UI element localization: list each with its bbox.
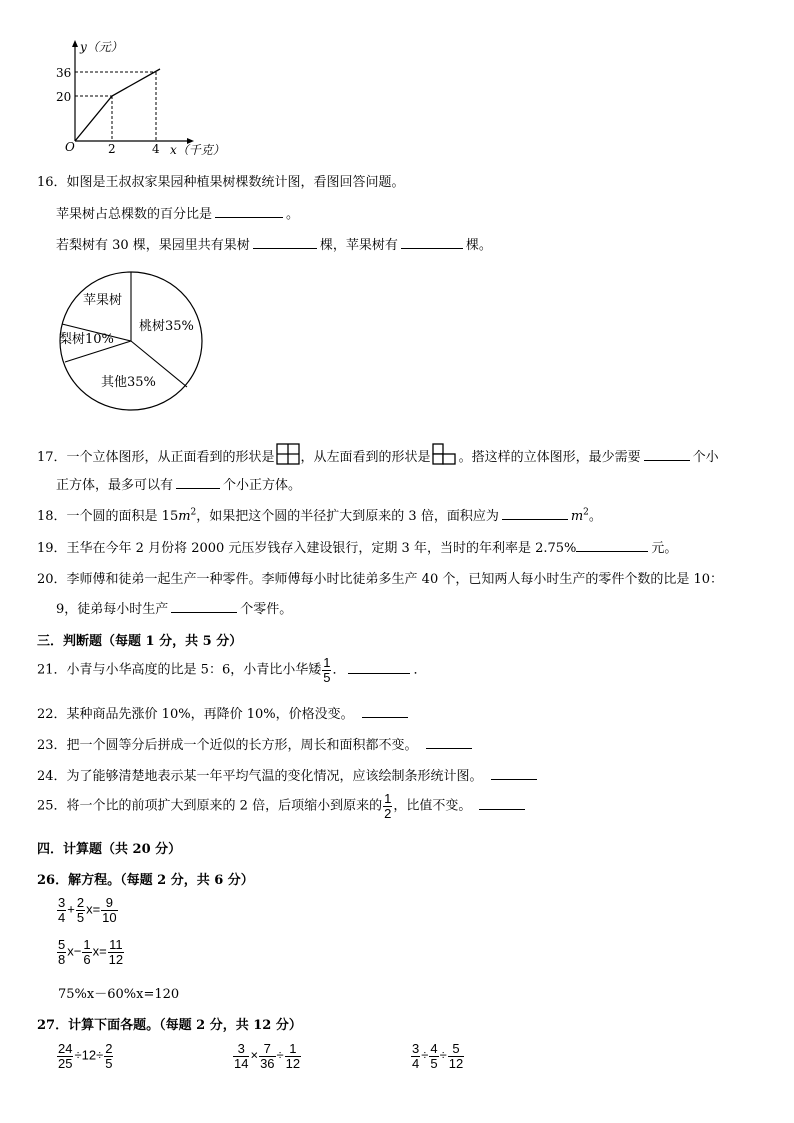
q25-num: 1 [384, 791, 392, 806]
q27-e1-a-num: 24 [58, 1041, 73, 1056]
q26-eq2-x1: x− [67, 943, 82, 959]
front-view-grid-icon [276, 443, 300, 465]
q27-e2-a-num: 3 [233, 1042, 249, 1057]
q26-eq1-c-num: 9 [101, 896, 117, 911]
q26-eq2-frac-c [108, 938, 124, 966]
price-weight-line-graph [50, 36, 240, 161]
q24-line [37, 765, 540, 784]
q26-equation-2 [56, 938, 125, 966]
x-tick-4: 4 [152, 142, 160, 156]
q26-eq1-b-num: 2 [76, 895, 85, 910]
q27-e2-b-den: 36 [260, 1055, 275, 1071]
q27-e2-op2: ÷ [276, 1047, 284, 1063]
q16-line1-end: 。 [286, 207, 300, 222]
q26-eq1-op: + [67, 901, 75, 917]
q21-fraction [322, 656, 331, 684]
q21-part3: ． [413, 662, 427, 678]
q27-e1-b-num: 2 [105, 1041, 113, 1056]
q26-eq1-a-num: 3 [58, 895, 66, 910]
q26-eq2-frac-a [57, 938, 66, 966]
q22-blank[interactable] [362, 705, 408, 718]
q26-equation-1 [56, 896, 119, 924]
section-4-title: 四．计算题（共 20 分） [37, 842, 182, 857]
q26-eq1-frac-a [57, 896, 66, 924]
q23-line [37, 734, 475, 753]
q18-unit: m [178, 509, 191, 524]
q16-line2 [56, 234, 492, 253]
pie-label-peach: 桃树35% [139, 319, 194, 334]
q17-blank-1[interactable] [644, 448, 690, 461]
q26-eq2-c-den: 12 [108, 951, 124, 967]
x-axis-label: x（千克） [170, 143, 225, 157]
q25-part2: ，比值不变。 [393, 798, 472, 814]
q18-line [37, 505, 602, 524]
q27-e3-op1: ÷ [421, 1047, 429, 1063]
q27-e2-b-num: 7 [259, 1042, 275, 1057]
q24-blank[interactable] [491, 767, 537, 780]
q27-e3-b-den: 5 [430, 1055, 438, 1071]
q17-part3: 。搭这样的立体图形，最少需要 [458, 450, 641, 465]
q16-blank-1[interactable] [215, 205, 283, 218]
q26-eq1-frac-b [76, 896, 85, 924]
q18-part2: ，如果把这个圆的半径扩大到原来的 3 倍，面积应为 [196, 509, 499, 524]
q27-e2-frac-c [285, 1042, 301, 1070]
q27-expression-1 [56, 1042, 114, 1070]
q21-den: 5 [323, 669, 331, 685]
q19-blank[interactable] [576, 539, 648, 552]
q16-blank-2[interactable] [253, 236, 317, 249]
q21-part1: 21．小青与小华高度的比是 5：6，小青比小华矮 [37, 662, 322, 678]
q27-e3-c-den: 12 [448, 1055, 464, 1071]
q27-e3-a-num: 3 [412, 1041, 420, 1056]
y-axis-label: y（元） [80, 40, 123, 54]
y-axis-arrow [72, 40, 78, 47]
q27-expression-2 [232, 1042, 302, 1070]
q20-line2 [56, 598, 292, 617]
q27-e3-frac-a [411, 1042, 420, 1070]
q17-line1 [37, 443, 719, 465]
q26-eq1-x: x= [86, 901, 101, 917]
q27-e1-b-den: 5 [105, 1055, 113, 1071]
q17-part4: 个小 [692, 450, 719, 465]
q27-e3-c-num: 5 [448, 1042, 464, 1057]
q26-eq2-c-num: 11 [109, 937, 123, 952]
q25-fraction [383, 792, 392, 820]
origin-label: O [65, 140, 75, 154]
q27-title: 27．计算下面各题。（每题 2 分，共 12 分） [37, 1018, 302, 1033]
q26-eq2-x2: x= [92, 943, 107, 959]
q17-part1: 17．一个立体图形，从正面看到的形状是 [37, 450, 275, 465]
q26-eq2-a-num: 5 [58, 937, 66, 952]
q27-e2-c-num: 1 [285, 1042, 301, 1057]
q18-sup: 2 [190, 507, 197, 518]
q27-expression-3 [410, 1042, 465, 1070]
q27-e2-frac-b [259, 1042, 275, 1070]
q21-blank[interactable] [348, 661, 410, 674]
q17-blank-2[interactable] [176, 476, 220, 489]
q16-line1 [56, 203, 299, 222]
q16-blank-3[interactable] [401, 236, 463, 249]
q27-e1-frac-a [57, 1042, 73, 1070]
q26-equation-3: 75%x－60%x=120 [58, 987, 180, 1002]
q23-blank[interactable] [426, 736, 472, 749]
q22-line [37, 703, 411, 722]
q18-unit-2: m [570, 509, 584, 524]
q18-blank[interactable] [502, 507, 568, 520]
q27-e3-b-num: 4 [430, 1041, 438, 1056]
y-tick-36: 36 [56, 66, 72, 80]
q26-eq1-b-den: 5 [76, 909, 85, 925]
q25-part1: 25．将一个比的前项扩大到原来的 2 倍，后项缩小到原来的 [37, 798, 383, 814]
q16-line2-c: 棵。 [465, 238, 492, 253]
q27-e1-a-den: 25 [58, 1055, 73, 1071]
pie-label-pear: 梨树10% [59, 332, 114, 347]
q27-e2-frac-a [233, 1042, 249, 1070]
q18-part1: 18．一个圆的面积是 15 [37, 509, 179, 524]
q21-part2: ． [332, 662, 346, 678]
pie-label-other: 其他35% [101, 375, 156, 390]
q26-eq2-b-num: 1 [83, 937, 91, 952]
q26-eq1-c-den: 10 [102, 909, 117, 925]
q19-line [37, 537, 677, 556]
q26-eq2-a-den: 8 [58, 951, 66, 967]
q27-e2-a-den: 14 [234, 1055, 249, 1071]
q23-text: 23．把一个圆等分后拼成一个近似的长方形，周长和面积都不变。 [37, 738, 418, 753]
q17-part2: ，从左面看到的形状是 [300, 450, 431, 465]
left-view-shape-icon [432, 443, 458, 465]
q20-blank[interactable] [171, 600, 237, 613]
q22-text: 22．某种商品先涨价 10%，再降价 10%，价格没变。 [37, 707, 354, 722]
q27-e2-op1: × [250, 1047, 259, 1063]
q27-e1-frac-b [104, 1042, 113, 1070]
q27-e3-frac-c [448, 1042, 464, 1070]
q26-eq2-b-den: 6 [83, 951, 91, 967]
q19-part2: 元。 [651, 541, 678, 556]
q20-line2-b: 个零件。 [240, 602, 293, 617]
q27-e1-mid: ÷12÷ [74, 1047, 104, 1063]
x-tick-2: 2 [108, 142, 116, 156]
q19-part1: 19．王华在今年 2 月份将 2000 元压岁钱存入建设银行，定期 3 年，当时的年利率是 2.75% [37, 541, 577, 556]
q16-line2-b: 棵，苹果树有 [319, 238, 398, 253]
q25-line [37, 792, 528, 820]
data-line [75, 69, 160, 141]
q26-eq1-frac-c [101, 896, 117, 924]
q25-blank[interactable] [479, 797, 525, 810]
q20-line2-a: 9，徒弟每小时生产 [56, 602, 169, 617]
q24-text: 24．为了能够清楚地表示某一年平均气温的变化情况，应该绘制条形统计图。 [37, 769, 483, 784]
pie-label-apple: 苹果树 [83, 293, 123, 308]
q21-num: 1 [323, 655, 331, 670]
q20-line1: 20．李师傅和徒弟一起生产一种零件。李师傅每小时比徒弟多生产 40 个，已知两人每小时生产的零件个数的比是 10： [37, 572, 724, 587]
q16-line1-text: 苹果树占总棵数的百分比是 [56, 207, 213, 222]
q17-line2-b: 个小正方体。 [223, 478, 302, 493]
q27-e3-frac-b [429, 1042, 438, 1070]
y-tick-20: 20 [56, 90, 72, 104]
q27-e2-c-den: 12 [285, 1055, 301, 1071]
orchard-pie-chart [56, 270, 206, 415]
q21-line [37, 656, 426, 684]
q17-line2-a: 正方体，最多可以有 [56, 478, 174, 493]
q18-sup-2: 2 [583, 507, 589, 518]
q16-line2-a: 若梨树有 30 棵，果园里共有果树 [56, 238, 250, 253]
q26-eq1-a-den: 4 [58, 909, 66, 925]
q25-den: 2 [384, 805, 392, 821]
q26-eq2-frac-b [82, 938, 91, 966]
q16-stem: 16．如图是王叔叔家果园种植果树棵数统计图，看图回答问题。 [37, 175, 405, 190]
q27-e3-op2: ÷ [439, 1047, 447, 1063]
q27-e3-a-den: 4 [412, 1055, 420, 1071]
section-3-title: 三．判断题（每题 1 分，共 5 分） [37, 634, 243, 649]
q18-part3: 。 [588, 509, 602, 524]
q26-title: 26．解方程。（每题 2 分，共 6 分） [37, 873, 254, 888]
q17-line2 [56, 474, 301, 493]
